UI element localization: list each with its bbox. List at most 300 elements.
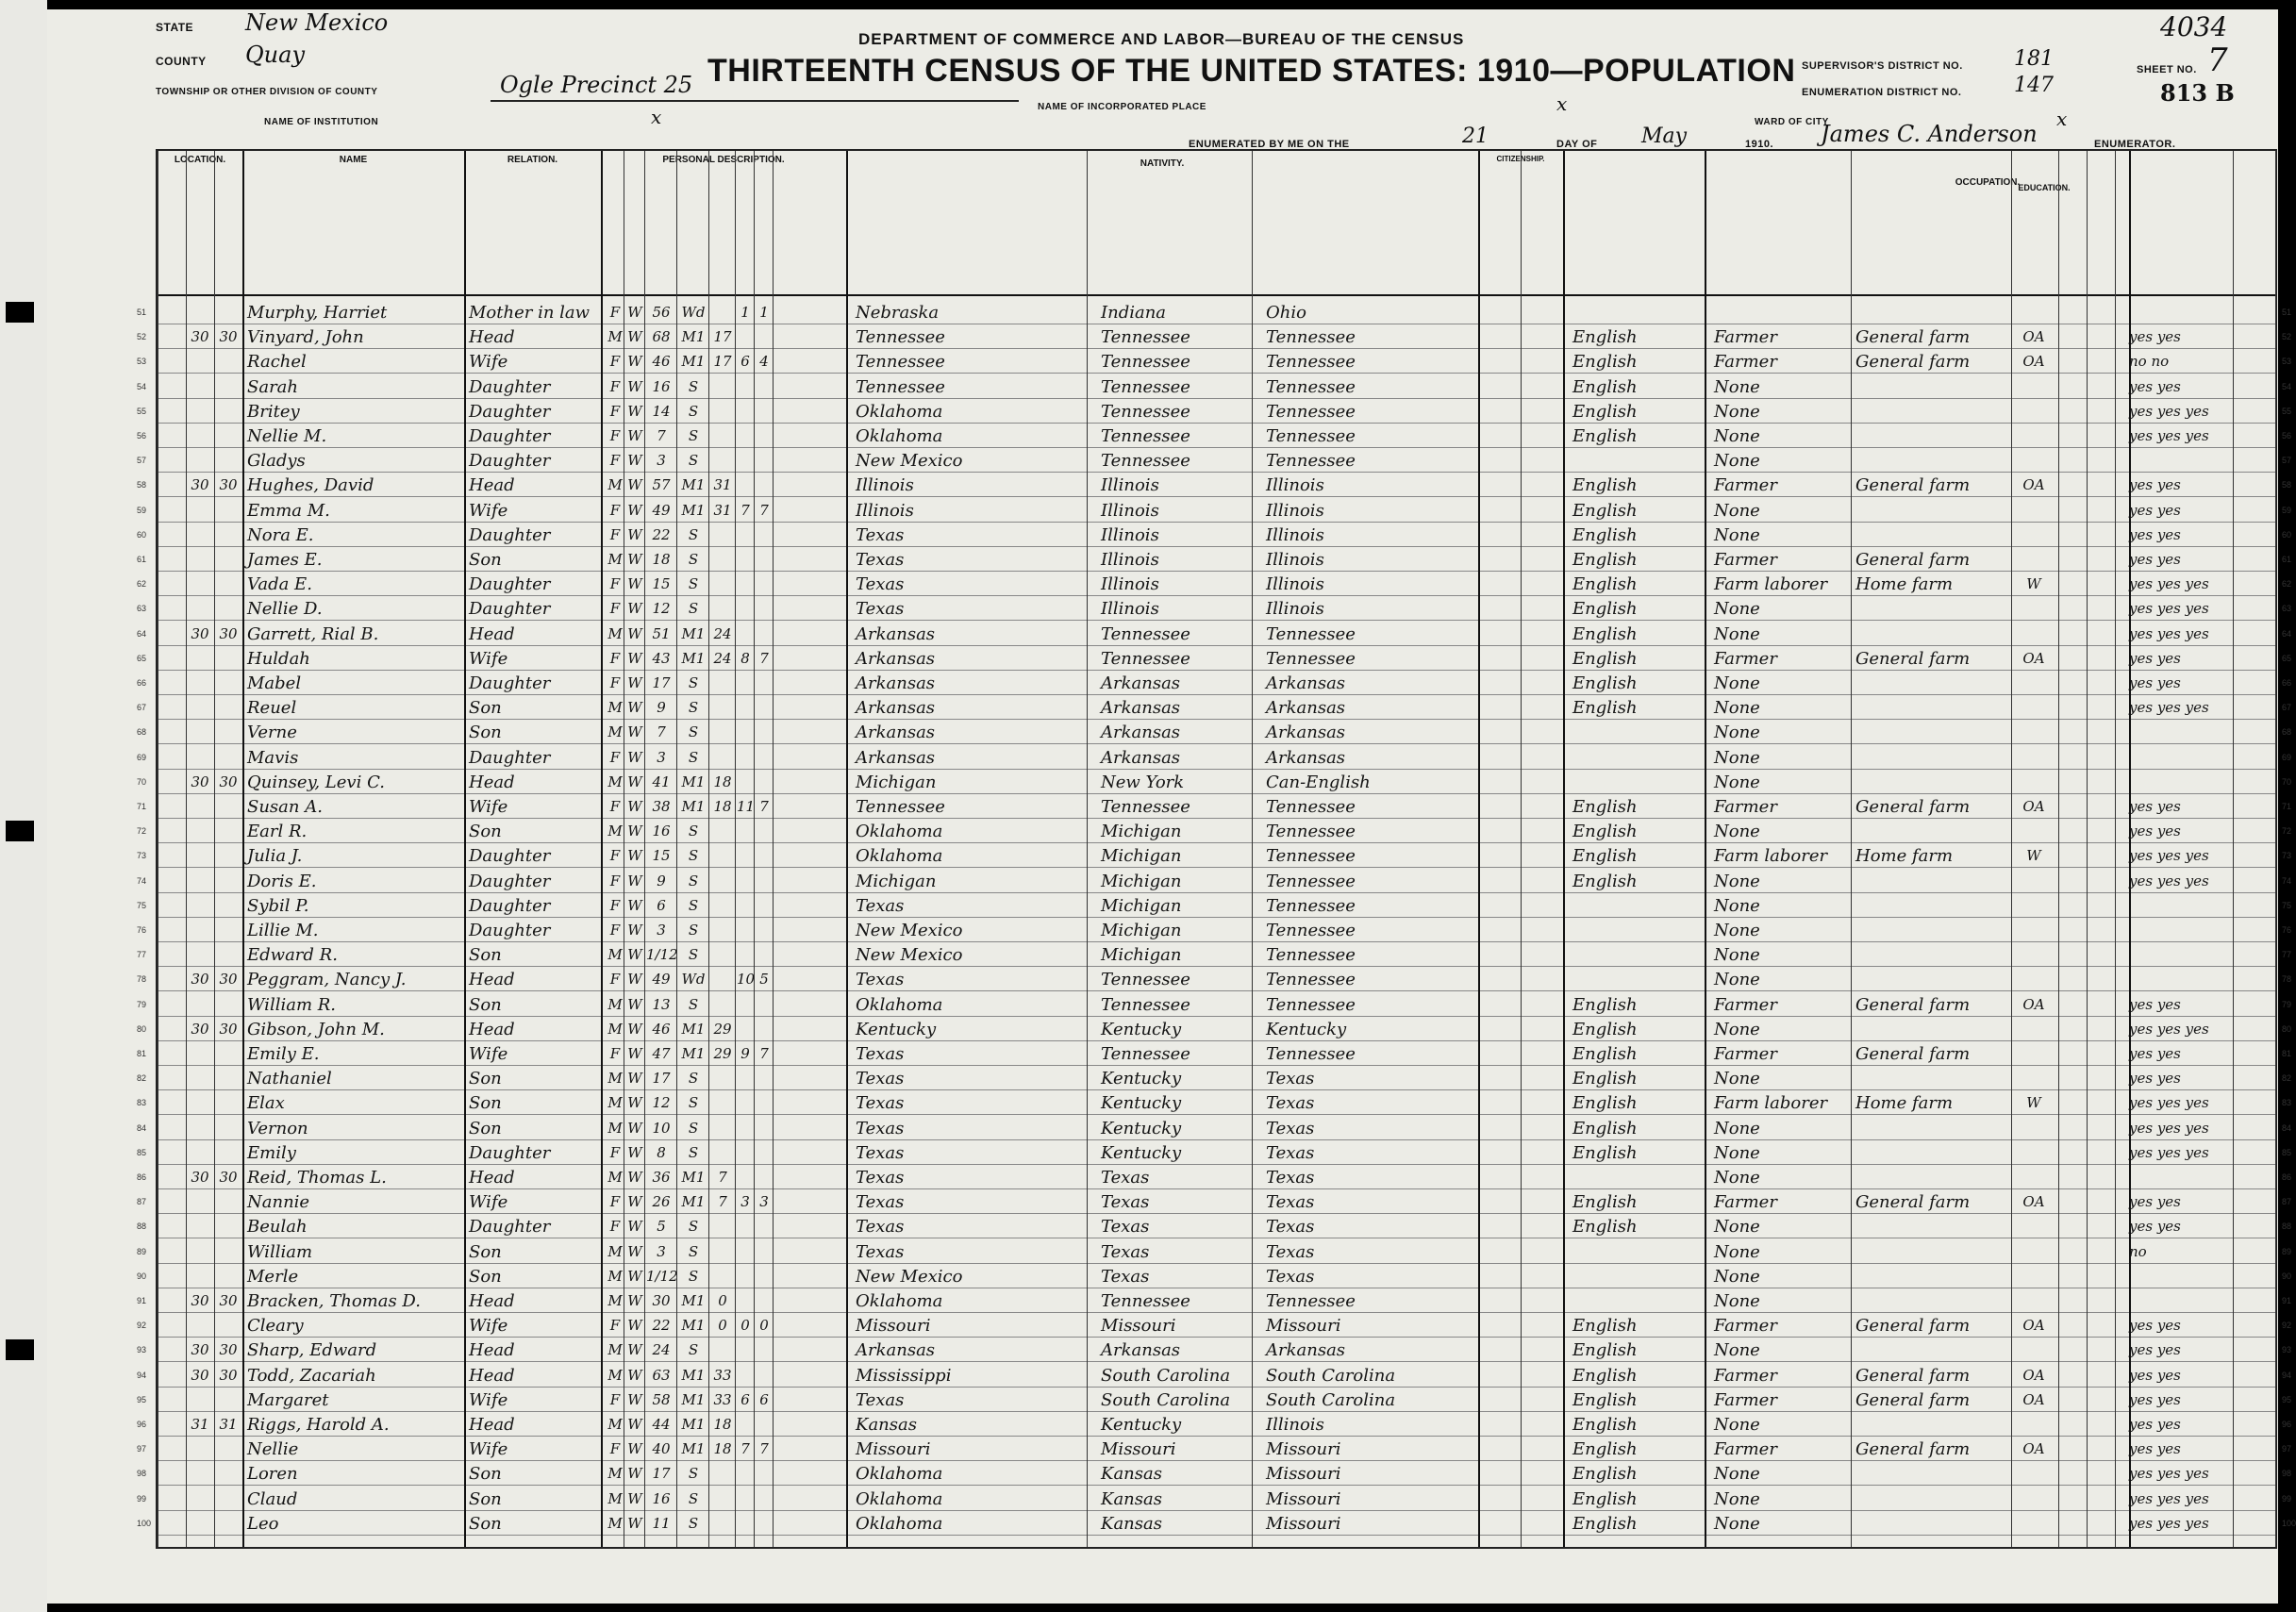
- cell-chl: [756, 918, 773, 941]
- cell-fam: [214, 992, 242, 1016]
- cell-sex: M: [607, 1267, 623, 1285]
- cell-ed: yes yes yes: [2129, 402, 2209, 420]
- cell-yrs: [710, 1140, 735, 1164]
- column-rule: [2087, 151, 2088, 1547]
- cell-race: W: [627, 649, 642, 667]
- cell-lang: English: [1572, 426, 1638, 446]
- line-number-right: 52: [2282, 332, 2292, 342]
- cell-emp: W: [2026, 575, 2041, 593]
- cell-emp: [2011, 819, 2056, 842]
- cell-bp: Oklahoma: [856, 426, 943, 446]
- cell-ed: [2129, 1264, 2233, 1288]
- cell-emp: OA: [2022, 353, 2045, 371]
- cell-lang: [1572, 893, 1700, 917]
- cell-rel: Son: [469, 1464, 502, 1485]
- cell-sex: M: [607, 699, 623, 717]
- cell-dw: 30: [191, 328, 209, 346]
- cell-emp: [2011, 745, 2056, 769]
- line-number: 83: [137, 1098, 147, 1108]
- cell-rel: Daughter: [469, 401, 551, 422]
- cell-ch: [737, 1288, 754, 1312]
- cell-emp: OA: [2022, 1390, 2045, 1408]
- cell-fam: [214, 596, 242, 620]
- cell-rel: Daughter: [469, 376, 551, 397]
- cell-trade: None: [1714, 451, 1760, 472]
- cell-chl: [756, 596, 773, 620]
- cell-lang: [1572, 770, 1700, 793]
- cell-ms: M1: [681, 1169, 706, 1186]
- county-label: COUNTY: [156, 55, 207, 68]
- ward-value: x: [2056, 108, 2068, 130]
- cell-ind: General farm: [1855, 1044, 1971, 1064]
- cell-sex: F: [609, 847, 621, 865]
- cell-lang: [1572, 918, 1700, 941]
- cell-chl: [756, 1511, 773, 1535]
- line-number: 74: [137, 875, 147, 886]
- census-sheet: [47, 9, 2296, 1604]
- line-number-right: 76: [2282, 925, 2292, 935]
- cell-mbp: Tennessee: [1266, 352, 1356, 373]
- column-rule: [2275, 151, 2276, 1547]
- cell-name: Claud: [247, 1488, 298, 1509]
- cell-chl: [756, 374, 773, 398]
- cell-chl: [756, 399, 773, 423]
- cell-bp: Texas: [856, 1192, 905, 1213]
- cell-lang: English: [1572, 648, 1638, 669]
- cell-ch: [737, 671, 754, 694]
- cell-ms: S: [688, 575, 699, 593]
- table-row: [137, 349, 2292, 373]
- column-rule: [773, 151, 774, 1547]
- cell-ms: Wd: [681, 304, 706, 321]
- cell-ch: [737, 399, 754, 423]
- cell-rel: Head: [469, 475, 515, 496]
- cell-sex: F: [609, 1390, 621, 1408]
- cell-yrs: [710, 695, 735, 719]
- cell-sex: M: [607, 1292, 623, 1309]
- cell-rel: Daughter: [469, 599, 551, 620]
- cell-mbp: Illinois: [1266, 524, 1324, 545]
- cell-name: Lillie M.: [247, 921, 319, 940]
- township-value: Ogle Precinct 25: [500, 72, 693, 98]
- cell-fbp: Tennessee: [1101, 401, 1190, 422]
- cell-ind: [1855, 967, 2006, 990]
- cell-fam: [214, 572, 242, 595]
- cell-mbp: Tennessee: [1266, 822, 1356, 842]
- cell-ed: yes yes: [2129, 674, 2181, 691]
- cell-ed: yes yes: [2129, 649, 2181, 667]
- cell-fbp: Texas: [1101, 1192, 1150, 1213]
- sheet-number: 7: [2207, 42, 2228, 79]
- cell-bp: Michigan: [856, 772, 937, 792]
- cell-bp: Arkansas: [856, 623, 936, 644]
- line-number-right: 81: [2282, 1049, 2292, 1058]
- cell-fam: 30: [219, 328, 238, 346]
- cell-age: 57: [652, 476, 671, 494]
- line-number: 66: [137, 678, 147, 688]
- cell-dw: 30: [191, 971, 209, 989]
- line-number-right: 91: [2282, 1296, 2292, 1305]
- table-row: [137, 498, 2292, 522]
- cell-trade: None: [1714, 1118, 1760, 1138]
- cell-mbp: Texas: [1266, 1118, 1315, 1138]
- cell-rel: Wife: [469, 1389, 508, 1410]
- cell-trade: Farm laborer: [1714, 574, 1828, 595]
- cell-ms: S: [688, 525, 699, 543]
- table-row: [137, 324, 2292, 348]
- cell-age: 46: [652, 1020, 671, 1038]
- cell-fbp: Michigan: [1101, 871, 1182, 891]
- cell-ms: S: [688, 699, 699, 717]
- cell-age: 1/12: [646, 1267, 678, 1285]
- institution-label: NAME OF INSTITUTION: [264, 117, 379, 127]
- cell-dw: [186, 374, 214, 398]
- cell-ms: S: [688, 823, 699, 840]
- binding-punch: [6, 302, 34, 323]
- cell-rel: Daughter: [469, 921, 551, 940]
- cell-ms: S: [688, 1094, 699, 1112]
- cell-ms: M1: [681, 649, 706, 667]
- line-number-right: 72: [2282, 826, 2292, 837]
- cell-age: 49: [652, 971, 671, 989]
- cell-ms: S: [688, 1267, 699, 1285]
- cell-age: 16: [652, 377, 671, 395]
- table-row: [137, 596, 2292, 620]
- table-row: [137, 770, 2292, 793]
- cell-bp: Tennessee: [856, 327, 945, 348]
- cell-chl: [756, 869, 773, 892]
- cell-ch: [737, 424, 754, 447]
- cell-ind: [1855, 374, 2006, 398]
- cell-emp: W: [2026, 1094, 2041, 1112]
- cell-race: W: [627, 1094, 642, 1112]
- cell-bp: Texas: [856, 550, 905, 570]
- cell-dw: [186, 1511, 214, 1535]
- cell-yrs: [710, 1338, 735, 1361]
- cell-fam: [214, 1090, 242, 1114]
- cell-name: Merle: [247, 1266, 299, 1287]
- cell-mbp: South Carolina: [1266, 1389, 1396, 1410]
- cell-emp: OA: [2022, 476, 2045, 494]
- cell-yrs: [710, 967, 735, 990]
- cell-name: Emma M.: [247, 500, 330, 521]
- cell-dw: [186, 424, 214, 447]
- cell-race: W: [627, 1416, 642, 1433]
- table-row: [137, 869, 2292, 892]
- cell-ed: yes yes: [2129, 823, 2181, 840]
- cell-ch: [737, 869, 754, 892]
- cell-fam: [214, 1511, 242, 1535]
- line-number-right: 53: [2282, 357, 2292, 367]
- cell-age: 6: [657, 896, 666, 914]
- cell-fam: [214, 942, 242, 966]
- cell-sex: F: [609, 896, 621, 914]
- cell-yrs: [710, 523, 735, 546]
- cell-bp: Kansas: [856, 1415, 917, 1435]
- cell-yrs: 0: [718, 1292, 727, 1309]
- cell-trade: Farmer: [1714, 1389, 1777, 1410]
- line-number: 88: [137, 1221, 147, 1232]
- cell-ind: Home farm: [1855, 1093, 1954, 1114]
- cell-fam: [214, 794, 242, 818]
- cell-ch: [737, 622, 754, 645]
- group-personal: PERSONAL DESCRIPTION.: [662, 155, 785, 165]
- cell-sex: F: [609, 798, 621, 815]
- cell-name: Julia J.: [247, 846, 303, 867]
- cell-mbp: Texas: [1266, 1192, 1315, 1213]
- cell-race: W: [627, 476, 642, 494]
- cell-ind: [1855, 671, 2006, 694]
- cell-fam: 30: [219, 773, 238, 790]
- cell-fam: [214, 819, 242, 842]
- cell-sex: M: [607, 1119, 623, 1137]
- cell-yrs: 7: [718, 1169, 727, 1186]
- cell-age: 3: [657, 1242, 666, 1260]
- cell-ch: [737, 572, 754, 595]
- cell-mbp: Arkansas: [1266, 698, 1346, 719]
- cell-sex: M: [607, 946, 623, 964]
- cell-emp: OA: [2022, 1366, 2045, 1384]
- line-number: 70: [137, 776, 147, 787]
- cell-name: William: [247, 1241, 313, 1262]
- cell-race: W: [627, 872, 642, 889]
- cell-yrs: 18: [713, 798, 732, 815]
- column-rule: [2011, 151, 2012, 1547]
- cell-ind: [1855, 300, 2006, 324]
- year-label: 1910.: [1745, 139, 1774, 150]
- cell-ch: [737, 745, 754, 769]
- cell-dw: 30: [191, 476, 209, 494]
- column-rule: [464, 151, 466, 1547]
- cell-yrs: [710, 1511, 735, 1535]
- cell-name: William R.: [247, 994, 337, 1015]
- line-number: 97: [137, 1444, 147, 1454]
- cell-emp: [2011, 695, 2056, 719]
- cell-fam: 30: [219, 1366, 238, 1384]
- cell-yrs: [710, 1487, 735, 1510]
- enumerated-month: May: [1641, 125, 1688, 148]
- cell-yrs: [710, 1116, 735, 1139]
- cell-emp: [2011, 893, 2056, 917]
- cell-ms: S: [688, 1119, 699, 1137]
- cell-race: W: [627, 1119, 642, 1137]
- table-row: [137, 918, 2292, 941]
- cell-trade: None: [1714, 673, 1760, 693]
- cell-yrs: 33: [713, 1366, 732, 1384]
- line-number-right: 54: [2282, 381, 2292, 391]
- cell-yrs: [710, 942, 735, 966]
- cell-trade: Farmer: [1714, 797, 1777, 817]
- cell-ind: [1855, 770, 2006, 793]
- cell-lang: English: [1572, 1513, 1638, 1534]
- cell-ind: [1855, 1264, 2006, 1288]
- line-number: 87: [137, 1197, 147, 1207]
- cell-bp: Texas: [856, 1069, 905, 1089]
- cell-ed: yes yes: [2129, 1416, 2181, 1433]
- cell-ed: yes yes: [2129, 1440, 2181, 1458]
- cell-yrs: 24: [713, 649, 732, 667]
- cell-ed: [2129, 300, 2233, 324]
- cell-lang: English: [1572, 401, 1638, 422]
- cell-trade: None: [1714, 1291, 1760, 1311]
- table-row: [137, 1165, 2292, 1188]
- cell-fam: 30: [219, 1292, 238, 1309]
- cell-trade: None: [1714, 723, 1760, 743]
- cell-name: Nellie D.: [247, 599, 323, 620]
- cell-lang: English: [1572, 1217, 1638, 1238]
- cell-bp: Illinois: [856, 500, 914, 521]
- cell-emp: W: [2026, 847, 2041, 865]
- cell-emp: [2011, 1116, 2056, 1139]
- cell-ed: [2129, 893, 2233, 917]
- cell-ch: [737, 843, 754, 867]
- line-number-right: 63: [2282, 604, 2292, 614]
- cell-ind: [1855, 523, 2006, 546]
- table-row: [137, 473, 2292, 496]
- cell-name: Reid, Thomas L.: [247, 1168, 387, 1188]
- cell-ind: [1855, 1288, 2006, 1312]
- cell-mbp: Tennessee: [1266, 327, 1356, 348]
- cell-ch: 8: [740, 649, 750, 667]
- cell-age: 15: [652, 847, 671, 865]
- cell-trade: None: [1714, 1142, 1760, 1163]
- cell-race: W: [627, 1465, 642, 1483]
- cell-trade: Farmer: [1714, 352, 1777, 373]
- cell-chl: [756, 1288, 773, 1312]
- cell-name: Loren: [247, 1464, 298, 1485]
- cell-bp: Oklahoma: [856, 1513, 943, 1534]
- cell-fam: 30: [219, 1169, 238, 1186]
- cell-bp: New Mexico: [856, 1266, 963, 1287]
- cell-yrs: 18: [713, 1440, 732, 1458]
- cell-ms: M1: [681, 501, 706, 519]
- cell-age: 63: [652, 1366, 671, 1384]
- cell-rel: Daughter: [469, 1217, 551, 1238]
- cell-name: Hughes, David: [247, 475, 374, 496]
- cell-ed: yes yes: [2129, 525, 2181, 543]
- cell-dw: [186, 1487, 214, 1510]
- cell-fbp: Tennessee: [1101, 451, 1190, 472]
- cell-ind: General farm: [1855, 1316, 1971, 1337]
- cell-ind: [1855, 596, 2006, 620]
- table-row: [137, 1090, 2292, 1114]
- cell-sex: F: [609, 402, 621, 420]
- cell-sex: M: [607, 995, 623, 1013]
- cell-fbp: Tennessee: [1101, 327, 1190, 348]
- cell-fam: [214, 399, 242, 423]
- line-number: 65: [137, 653, 147, 663]
- cell-ed: yes yes: [2129, 501, 2181, 519]
- cell-ind: General farm: [1855, 648, 1971, 669]
- cell-fbp: Michigan: [1101, 895, 1182, 916]
- line-number: 89: [137, 1246, 147, 1256]
- cell-age: 17: [652, 674, 671, 691]
- cell-dw: [186, 349, 214, 373]
- cell-fbp: Kansas: [1101, 1464, 1162, 1485]
- cell-ms: M1: [681, 1416, 706, 1433]
- stamped-number: 4034: [2160, 11, 2228, 42]
- cell-race: W: [627, 304, 642, 321]
- cell-race: W: [627, 328, 642, 346]
- cell-ed: yes yes yes: [2129, 699, 2209, 717]
- cell-fam: [214, 1461, 242, 1485]
- cell-mbp: Tennessee: [1266, 1044, 1356, 1064]
- cell-dw: [186, 300, 214, 324]
- cell-ms: S: [688, 946, 699, 964]
- cell-emp: [2011, 1487, 2056, 1510]
- cell-ch: 6: [740, 353, 750, 371]
- cell-name: Murphy, Harriet: [247, 303, 388, 323]
- cell-emp: OA: [2022, 1193, 2045, 1211]
- cell-lang: English: [1572, 475, 1638, 496]
- cell-mbp: Tennessee: [1266, 895, 1356, 916]
- table-row: [137, 1313, 2292, 1337]
- table-row: [137, 819, 2292, 842]
- cell-ind: [1855, 720, 2006, 743]
- cell-race: W: [627, 501, 642, 519]
- cell-age: 22: [652, 525, 671, 543]
- cell-emp: [2011, 1511, 2056, 1535]
- cell-ind: [1855, 1165, 2006, 1188]
- cell-mbp: Tennessee: [1266, 797, 1356, 817]
- cell-fam: [214, 1239, 242, 1263]
- table-row: [137, 1189, 2292, 1213]
- cell-lang: [1572, 1264, 1700, 1288]
- cell-fbp: Michigan: [1101, 822, 1182, 842]
- column-rule: [2129, 151, 2131, 1547]
- group-education: EDUCATION.: [2018, 183, 2071, 192]
- cell-trade: Farmer: [1714, 1439, 1777, 1460]
- cell-race: W: [627, 748, 642, 766]
- cell-rel: Daughter: [469, 451, 551, 472]
- line-number-right: 100: [2282, 1518, 2296, 1528]
- cell-sex: M: [607, 1514, 623, 1532]
- cell-mbp: Can-English: [1266, 772, 1371, 792]
- cell-age: 49: [652, 501, 671, 519]
- table-row: [137, 967, 2292, 990]
- cell-sex: F: [609, 872, 621, 889]
- cell-ed: yes yes yes: [2129, 1119, 2209, 1137]
- cell-chl: [756, 992, 773, 1016]
- cell-race: W: [627, 1390, 642, 1408]
- line-number-right: 93: [2282, 1345, 2292, 1355]
- column-rule: [601, 151, 603, 1547]
- cell-name: Nora E.: [247, 524, 314, 545]
- cell-rel: Son: [469, 1488, 502, 1509]
- cell-dw: [186, 695, 214, 719]
- cell-emp: OA: [2022, 1317, 2045, 1335]
- cell-name: Huldah: [247, 648, 310, 669]
- cell-sex: M: [607, 1070, 623, 1088]
- cell-ed: yes yes yes: [2129, 1020, 2209, 1038]
- cell-race: W: [627, 798, 642, 815]
- cell-race: W: [627, 1218, 642, 1236]
- cell-sex: M: [607, 1169, 623, 1186]
- line-number: 77: [137, 950, 147, 960]
- cell-ch: [737, 1487, 754, 1510]
- group-name: NAME: [339, 155, 368, 165]
- cell-emp: [2011, 942, 2056, 966]
- cell-ms: M1: [681, 624, 706, 642]
- cell-fbp: Tennessee: [1101, 1291, 1190, 1311]
- line-number: 63: [137, 604, 147, 614]
- cell-ch: [737, 1165, 754, 1188]
- cell-ind: [1855, 893, 2006, 917]
- line-number-right: 58: [2282, 480, 2292, 490]
- cell-ind: Home farm: [1855, 574, 1954, 595]
- cell-chl: 6: [759, 1390, 769, 1408]
- line-number: 84: [137, 1122, 147, 1133]
